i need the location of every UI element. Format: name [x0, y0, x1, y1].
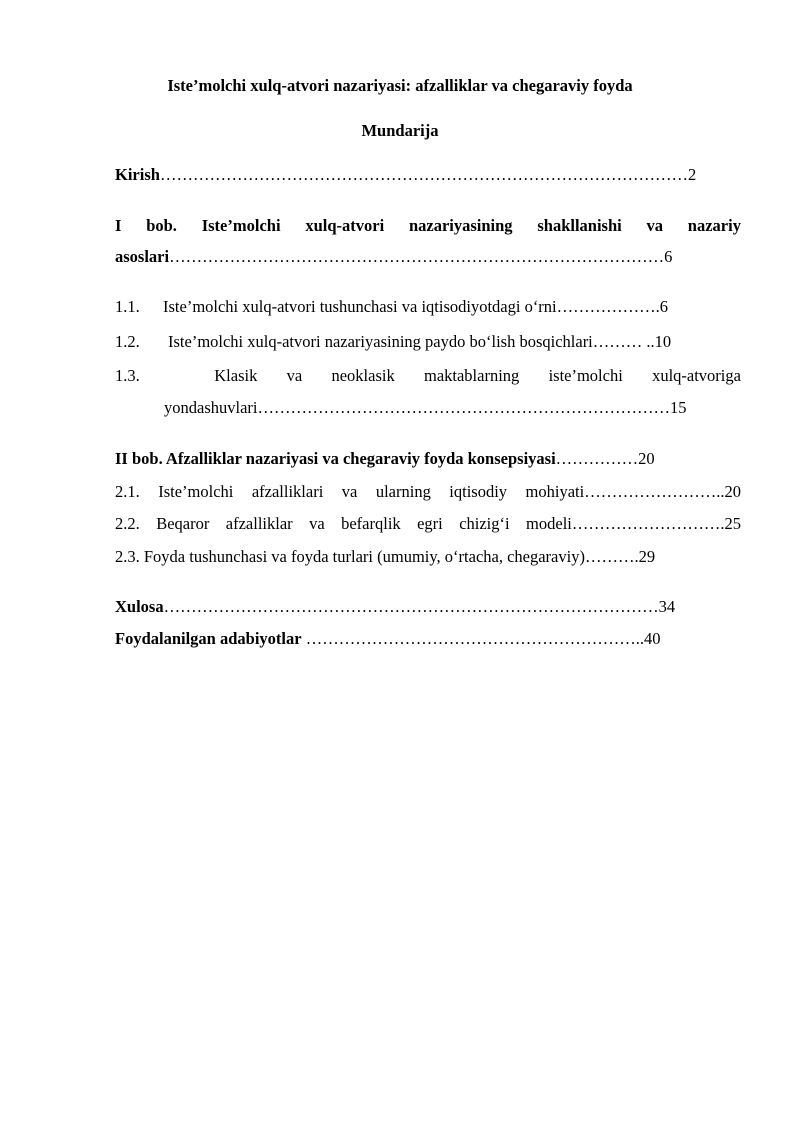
toc-entry-label: Foydalanilgan adabiyotlar: [115, 629, 302, 648]
toc-word: egri: [417, 514, 443, 533]
toc-word: Iste’molchi: [201, 216, 281, 235]
toc-entry-bob2[interactable]: [115, 449, 655, 470]
toc-entry-kirish[interactable]: [115, 165, 696, 186]
toc-word: maktablarning: [423, 366, 520, 385]
toc-entry-leader: ……………….6: [556, 297, 669, 316]
toc-entry-leader: ………………………………………………………………………………34: [163, 597, 676, 616]
document-title: Iste’molchi xulq-atvori nazariyasi: afzalliklar va chegaraviy foyda: [167, 76, 633, 95]
toc-entry-2-2[interactable]: [115, 514, 741, 535]
toc-word: I: [115, 216, 122, 235]
toc-entry-number: 1.2.: [115, 332, 140, 351]
toc-word: shakllanishi: [537, 216, 622, 235]
toc-entry-leader: ……………………………………………………………………………………2: [159, 165, 697, 184]
toc-word: va: [286, 366, 303, 385]
toc-entry-label: asoslari: [115, 247, 170, 266]
toc-word: xulq-atvori: [305, 216, 385, 235]
toc-entry-2-1[interactable]: [115, 482, 741, 503]
toc-word: va: [309, 514, 325, 533]
toc-word: iste’molchi: [548, 366, 623, 385]
toc-entry-1-1[interactable]: [115, 297, 668, 318]
toc-entry-leader: ……………20: [555, 449, 655, 468]
toc-entry-label: yondashuvlari: [164, 398, 258, 417]
toc-word: 2.2.: [115, 514, 140, 533]
toc-entry-label: Iste’molchi xulq-atvori nazariyasining paydo bo‘lish bosqichlari: [168, 332, 593, 351]
toc-entry-label: 2.3. Foyda tushunchasi va foyda turlari (umumiy, o‘rtacha, chegaraviy): [115, 547, 585, 566]
toc-heading: Mundarija: [361, 121, 439, 140]
toc-entry-leader: ……… ..10: [592, 332, 672, 351]
toc-entry-adabiyotlar[interactable]: [115, 629, 660, 650]
toc-entry-bob1[interactable]: [115, 216, 741, 237]
toc-word: nazariy: [687, 216, 741, 235]
toc-entry-leader: ……….29: [584, 547, 656, 566]
toc-word: xulq-atvoriga: [652, 366, 741, 385]
toc-entry-label: Iste’molchi xulq-atvori tushunchasi va iqtisodiyotdagi o‘rni: [163, 297, 557, 316]
toc-word: 2.1.: [115, 482, 140, 501]
toc-entry-leader: ……………………………………………………..40: [301, 629, 661, 648]
toc-word: va: [646, 216, 664, 235]
toc-word: nazariyasining: [408, 216, 513, 235]
toc-word: va: [341, 482, 358, 501]
toc-word: afzalliklar: [225, 514, 293, 533]
toc-entry-xulosa[interactable]: [115, 597, 675, 618]
toc-entry-1-3-cont[interactable]: [164, 398, 686, 419]
toc-word: Iste’molchi: [158, 482, 234, 501]
toc-word: chizig‘i: [459, 514, 510, 533]
toc-entry-leader: …………………………………………………………………15: [257, 398, 687, 417]
toc-entry-2-3[interactable]: [115, 547, 655, 568]
toc-entry-1-2[interactable]: [115, 332, 671, 353]
toc-word: bob.: [146, 216, 177, 235]
toc-word: afzalliklari: [251, 482, 324, 501]
toc-word: mohiyati……………………..20: [525, 482, 741, 501]
toc-entry-bob1-cont[interactable]: [115, 247, 672, 268]
toc-word: Klasik: [214, 366, 258, 385]
toc-entry-label: II bob. Afzalliklar nazariyasi va chegaraviy foyda konsepsiyasi: [115, 449, 556, 468]
toc-entry-label: Xulosa: [115, 597, 164, 616]
toc-entry-number: 1.1.: [115, 297, 140, 316]
toc-entry-number: 1.3.: [115, 366, 140, 385]
toc-word: ularning: [375, 482, 431, 501]
toc-word: iqtisodiy: [449, 482, 508, 501]
toc-entry-leader: ………………………………………………………………………………6: [169, 247, 673, 266]
toc-entry-label: Kirish: [115, 165, 160, 184]
toc-word: neoklasik: [331, 366, 395, 385]
toc-word: Beqaror: [156, 514, 210, 533]
toc-word: befarqlik: [341, 514, 401, 533]
toc-word: modeli……………………….25: [526, 514, 741, 533]
toc-entry-1-3[interactable]: [115, 366, 741, 387]
